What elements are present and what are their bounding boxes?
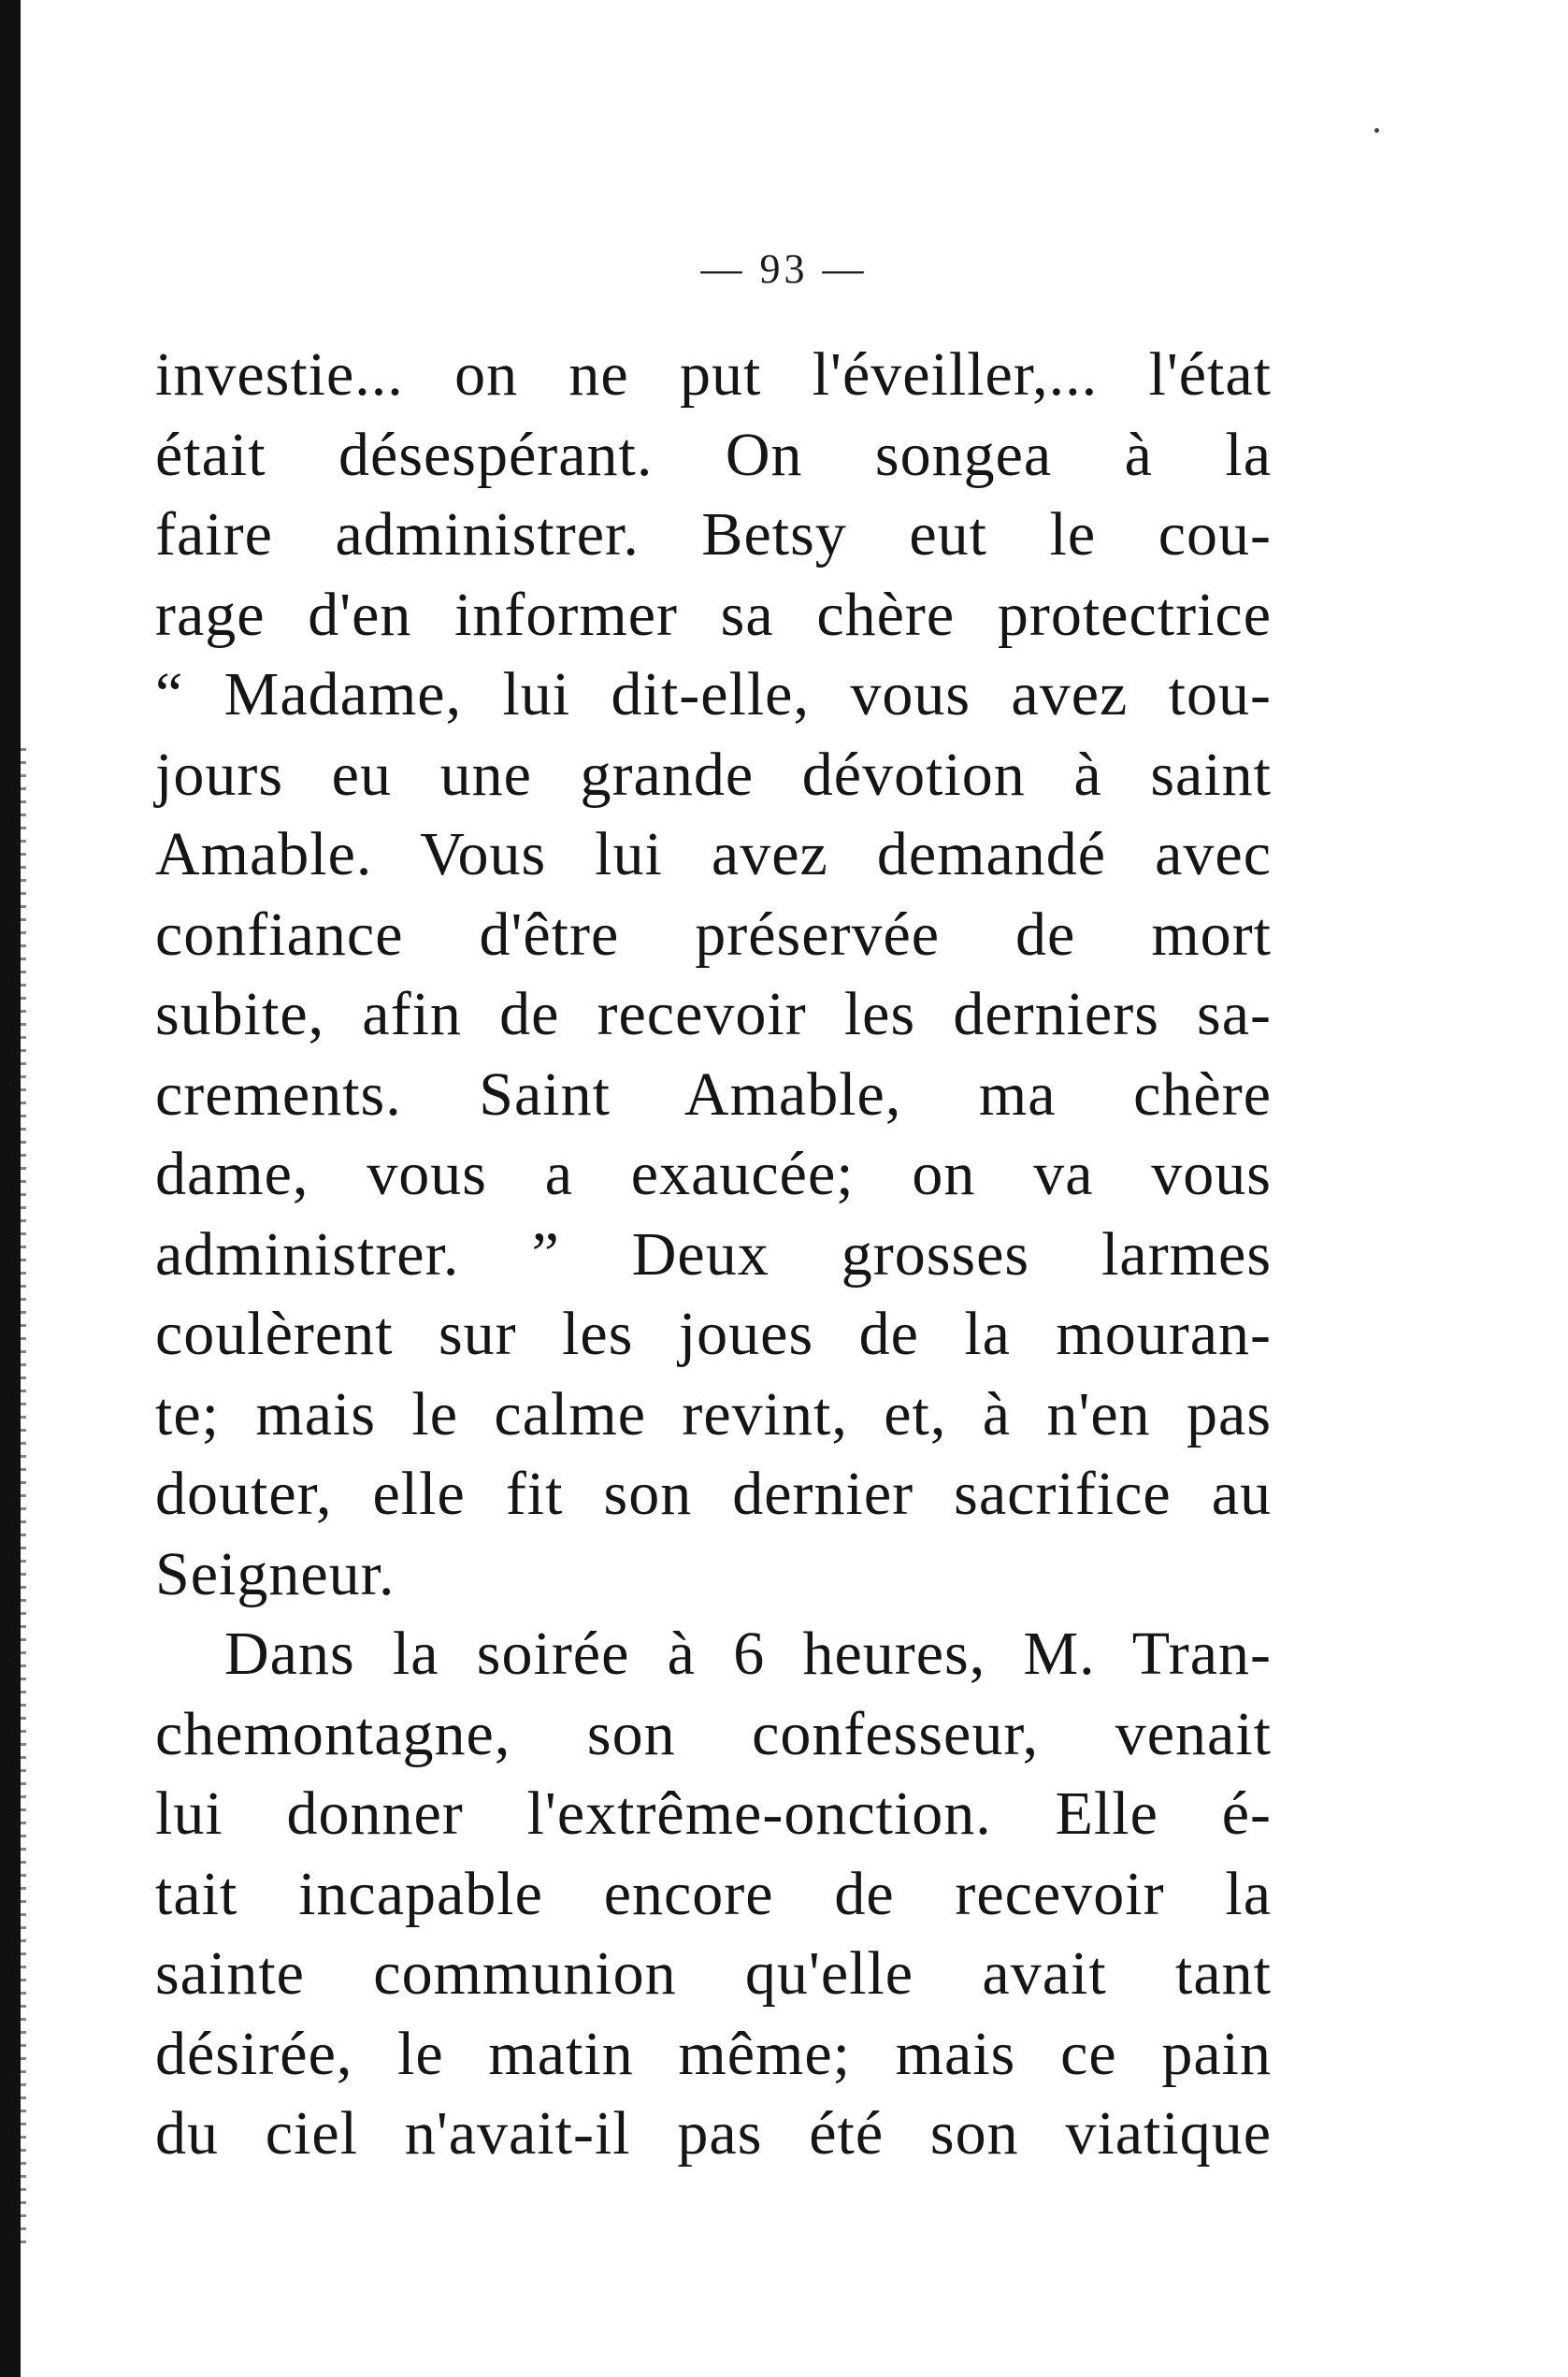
text-line: lui donner l'extrême-onction. Elle é-	[155, 1779, 1272, 1848]
text-line: investie... on ne put l'éveiller,... l'état	[155, 340, 1272, 409]
binding-shadow	[21, 748, 26, 2244]
body-text	[155, 335, 1272, 2174]
text-line: crements. Saint Amable, ma chère	[155, 1059, 1272, 1129]
text-line: désirée, le matin même; mais ce pain	[155, 2019, 1272, 2088]
text-line: rage d'en informer sa chère protectrice	[155, 580, 1272, 649]
text-line: coulèrent sur les joues de la mouran-	[155, 1300, 1272, 1368]
text-line: subite, afin de recevoir les derniers sa-	[155, 980, 1272, 1048]
paragraph-2	[155, 1614, 1272, 2174]
text-line: était désespérant. On songea à la	[155, 420, 1272, 489]
text-line: jours eu une grande dévotion à saint	[155, 740, 1272, 809]
text-line: chemontagne, son confesseur, venait	[155, 1699, 1272, 1768]
text-line: Dans la soirée à 6 heures, M. Tran-	[224, 1620, 1272, 1688]
text-line: Amable. Vous lui avez demandé avec	[155, 820, 1272, 888]
text-line: dame, vous a exaucée; on va vous	[155, 1140, 1272, 1208]
text-line: tait incapable encore de recevoir la	[155, 1859, 1272, 1928]
text-line: du ciel n'avait-il pas été son viatique	[155, 2099, 1272, 2168]
text-line: te; mais le calme revint, et, à n'en pas	[155, 1379, 1272, 1448]
page-number: — 93 —	[700, 246, 868, 292]
text-line: “ Madame, lui dit-elle, vous avez tou-	[155, 660, 1272, 728]
paragraph-1	[155, 335, 1272, 1614]
scan-speck	[1374, 128, 1379, 133]
text-line: sainte communion qu'elle avait tant	[155, 1939, 1272, 2008]
text-line: Seigneur.	[155, 1539, 396, 1608]
text-line: douter, elle fit son dernier sacrifice au	[155, 1460, 1272, 1528]
page-binding-edge	[0, 0, 21, 2377]
text-line: confiance d'être préservée de mort	[155, 900, 1272, 969]
text-line: faire administrer. Betsy eut le cou-	[155, 500, 1272, 569]
text-line: administrer. ” Deux grosses larmes	[155, 1219, 1272, 1289]
